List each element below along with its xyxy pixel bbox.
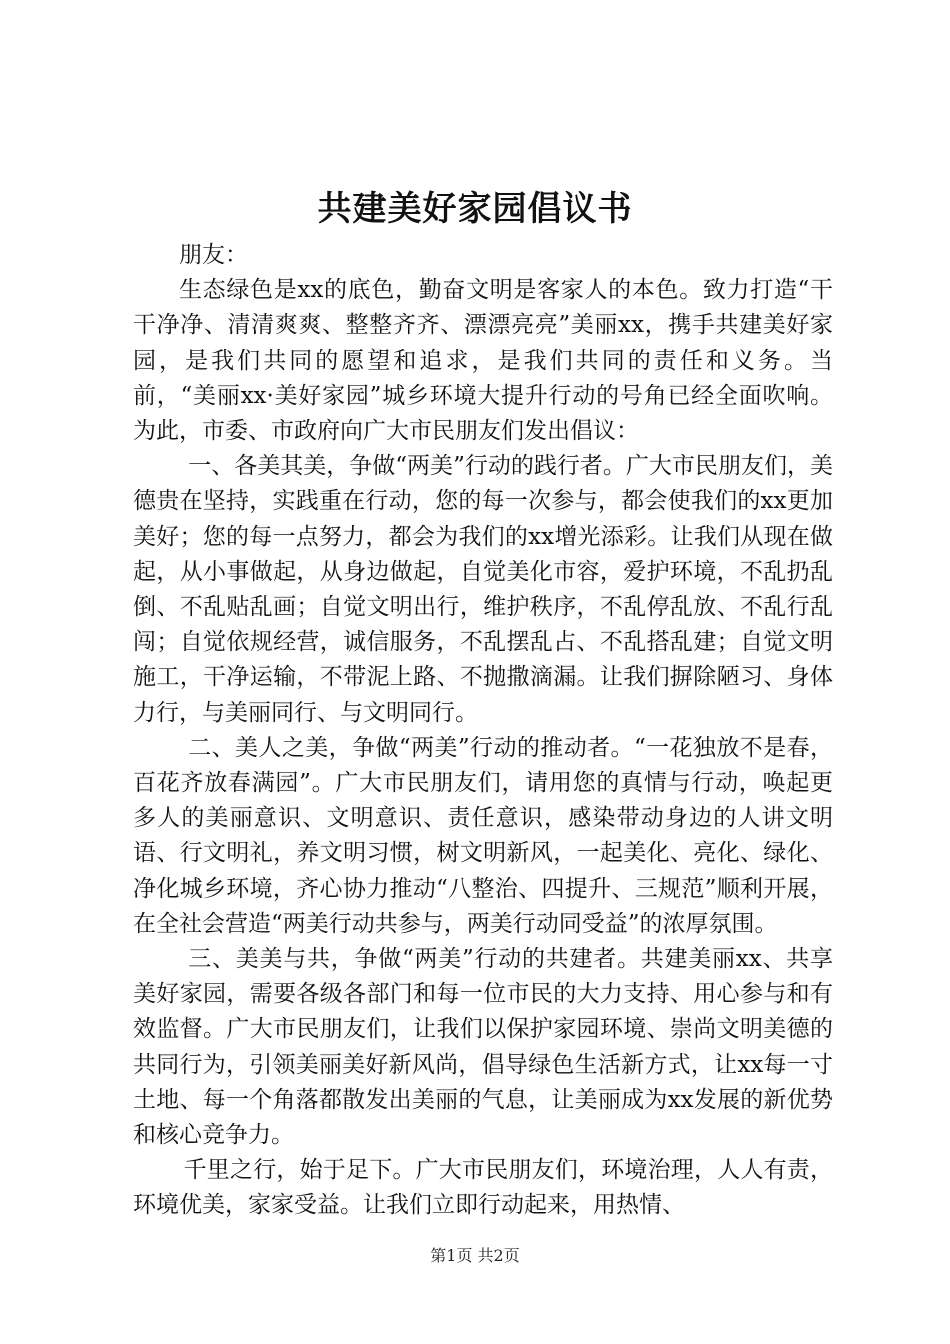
paragraph-point-three: 三、美美与共，争做“两美”行动的共建者。共建美丽xx、共享美好家园，需要各级各部门和每一位市民的大力支持、用心参与和有效监督。广大市民朋友们，让我们以保护家园环境、崇尚文明美德的共同行为，引领美丽美好新风尚，倡导绿色生活新方式，让xx每一寸土地、每一个角落都散发出美丽的气息，让美丽成为xx发展的新优势和核心竞争力。: [133, 946, 833, 1149]
paragraph-closing: 千里之行，始于足下。广大市民朋友们，环境治理，人人有责，环境优美，家家受益。让我们立即行动起来，用热情、: [133, 1157, 833, 1219]
paragraph-intro: 生态绿色是xx的底色，勤奋文明是客家人的本色。致力打造“干干净净、清清爽爽、整整齐齐、漂漂亮亮”美丽xx，携手共建美好家园，是我们共同的愿望和追求，是我们共同的责任和义务。当前，“美丽xx·美好家园”城乡环境大提升行动的号角已经全面吹响。为此，市委、市政府向广大市民朋友们发出倡议：: [133, 277, 833, 445]
paragraph-point-two: 二、美人之美，争做“两美”行动的推动者。“一花独放不是春，百花齐放春满园”。广大市民朋友们，请用您的真情与行动，唤起更多人的美丽意识、文明意识、责任意识，感染带动身边的人讲文明语、行文明礼，养文明习惯，树文明新风，一起美化、亮化、绿化、净化城乡环境，齐心协力推动“八整治、四提升、三规范”顺利开展，在全社会营造“两美行动共参与，两美行动同受益”的浓厚氛围。: [133, 734, 833, 937]
document-body: [133, 238, 833, 1224]
document-title: 共建美好家园倡议书: [317, 189, 633, 229]
page-indicator: 第1页 共2页: [430, 1246, 520, 1265]
salutation: 朋友：: [179, 242, 248, 268]
paragraph-point-one: 一、各美其美，争做“两美”行动的践行者。广大市民朋友们，美德贵在坚持，实践重在行动，您的每一次参与，都会使我们的xx更加美好；您的每一点努力，都会为我们的xx增光添彩。让我们从现在做起，从小事做起，从身边做起，自觉美化市容，爱护环境，不乱扔乱倒、不乱贴乱画；自觉文明出行，维护秩序，不乱停乱放、不乱行乱闯；自觉依规经营，诚信服务，不乱摆乱占、不乱搭乱建；自觉文明施工，干净运输，不带泥上路、不抛撒滴漏。让我们摒除陋习、身体力行，与美丽同行、与文明同行。: [133, 453, 833, 726]
